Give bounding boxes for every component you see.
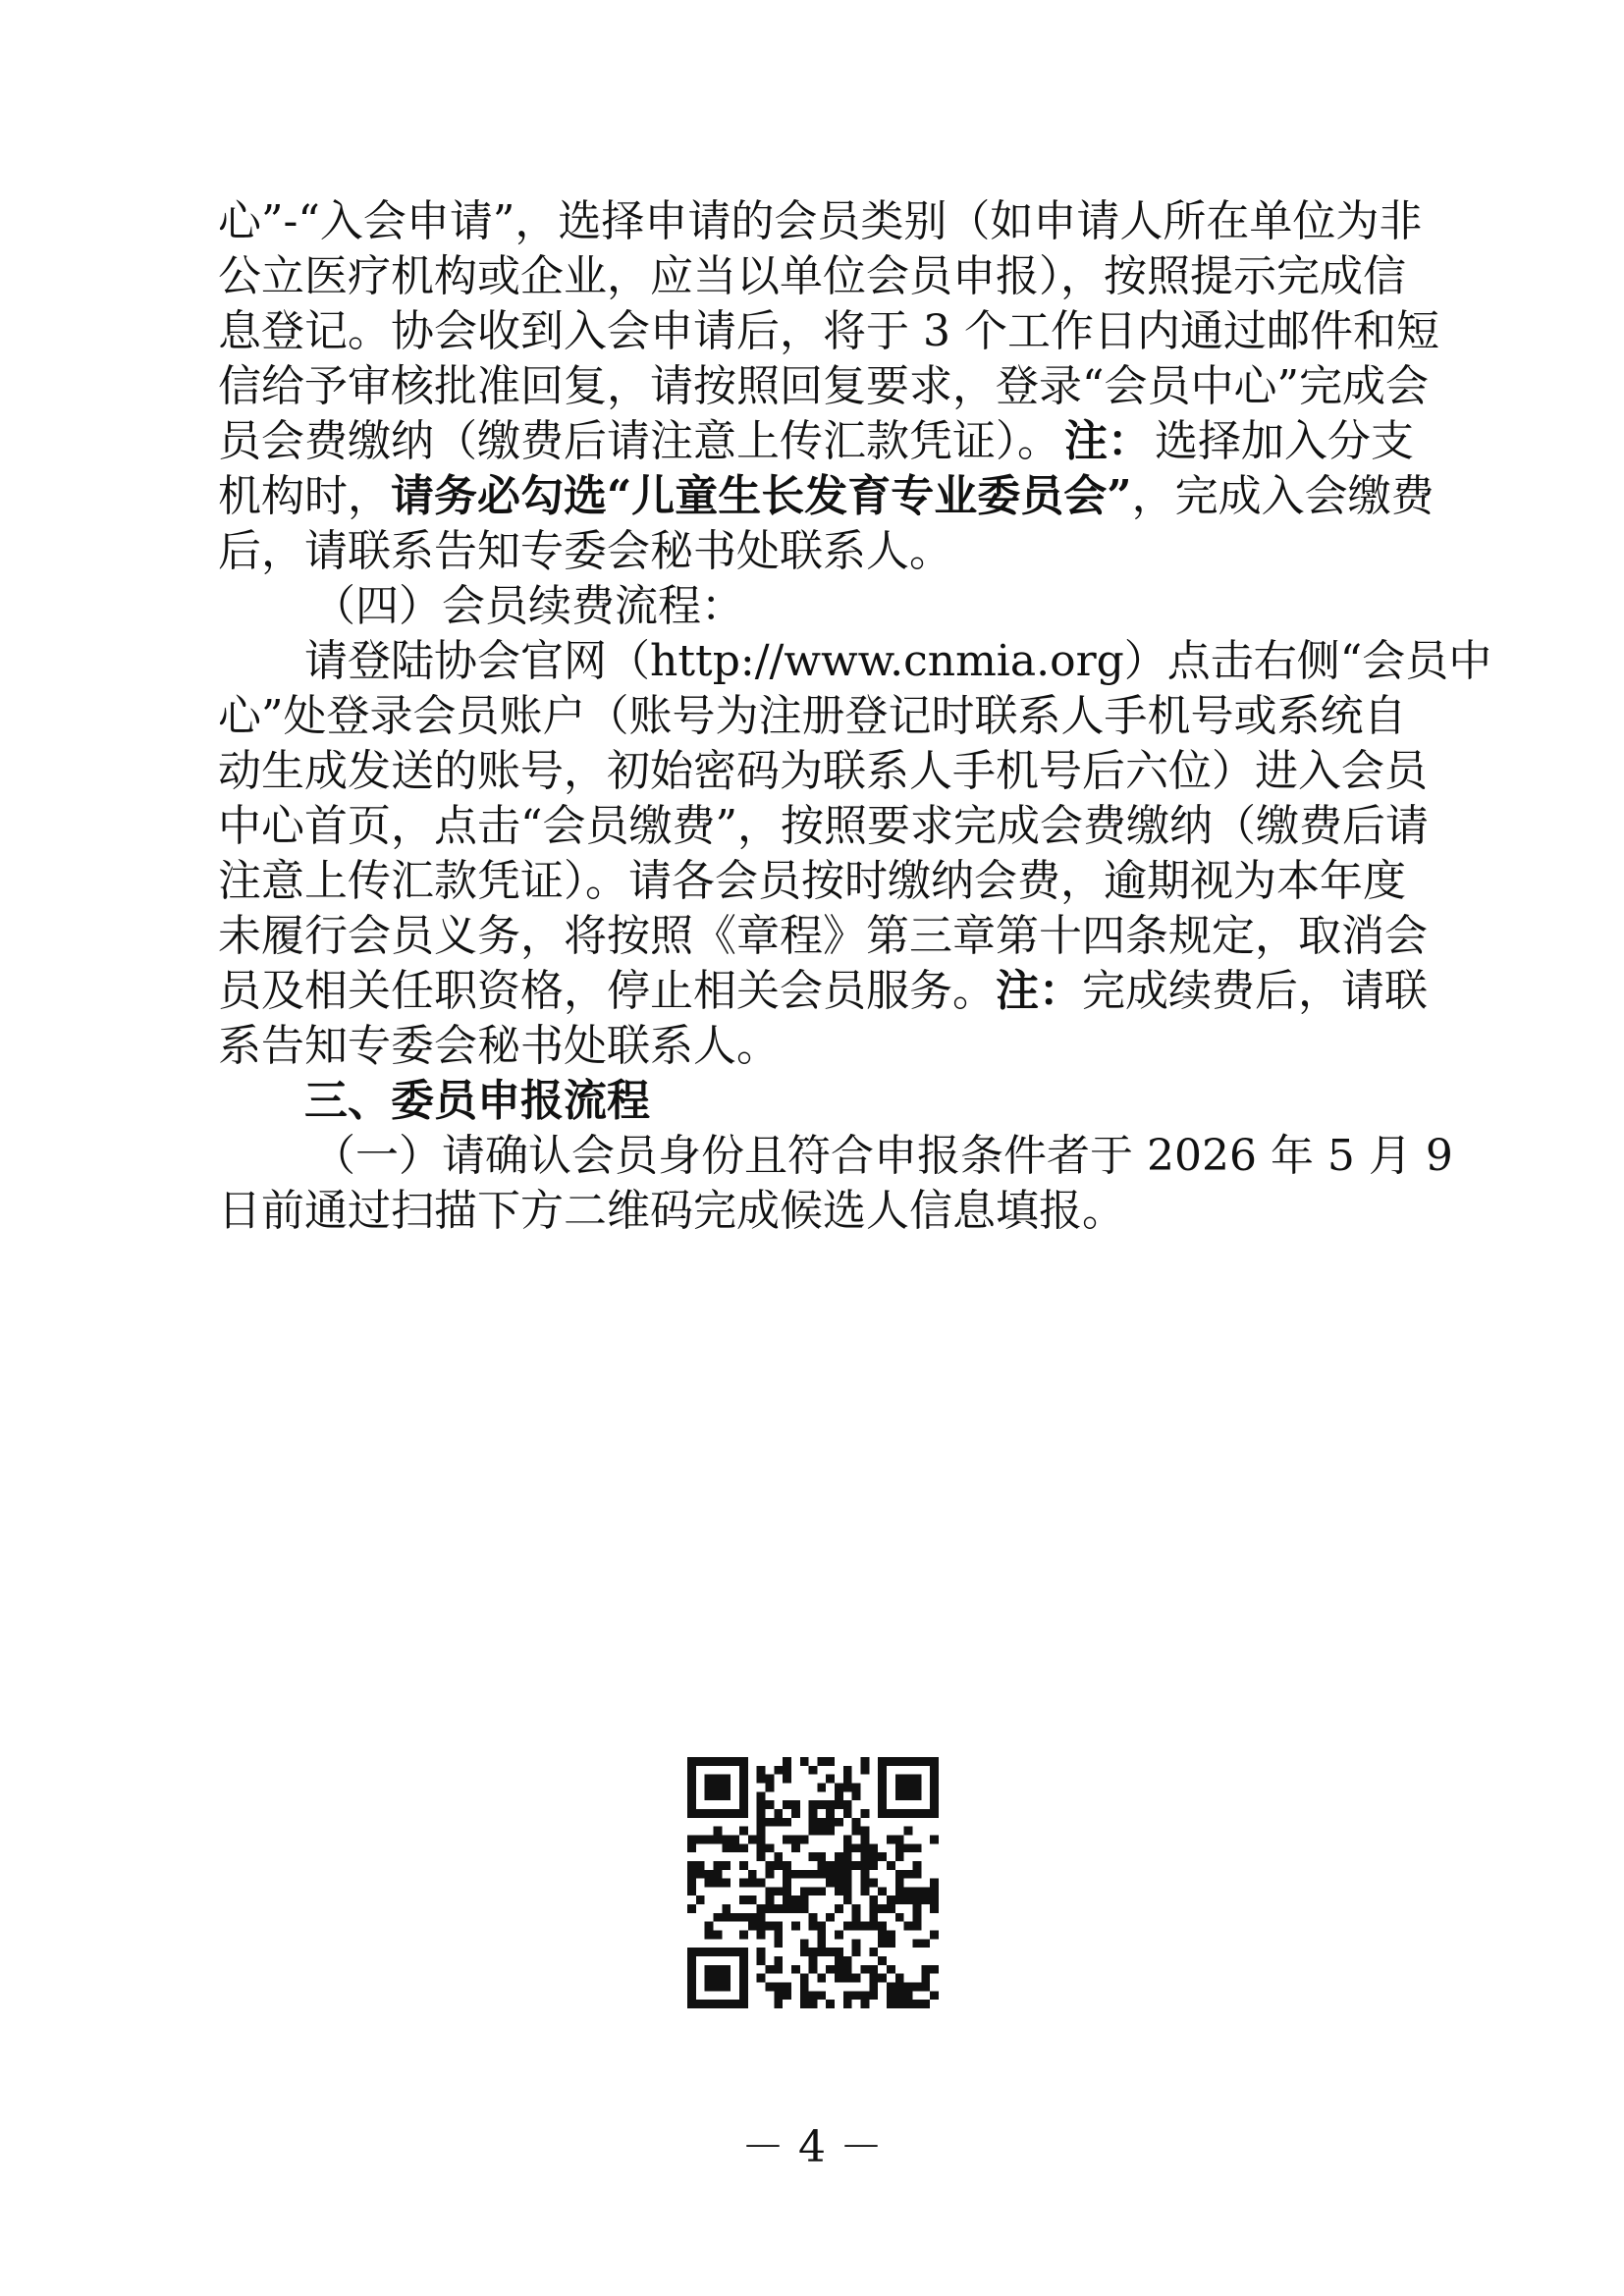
section-heading [304, 1070, 1414, 1133]
text: 后，请联系告知专委会秘书处联系人。 [218, 526, 952, 576]
body-text-line [218, 1180, 1414, 1243]
body-text-line [218, 795, 1429, 858]
section-heading-text: 三、委员申报流程 [304, 1076, 650, 1126]
note-label: 注： [996, 966, 1082, 1016]
text: 注意上传汇款凭证）。请各会员按时缴纳会费，逾期视为本年度 [218, 856, 1406, 906]
text: 日前通过扫描下方二维码完成候选人信息填报。 [218, 1186, 1125, 1236]
text: 息登记。协会收到入会申请后，将于 3 个工作日内通过邮件和短 [218, 306, 1439, 356]
emphasis-text: 请务必勾选“儿童生长发育专业委员会” [391, 471, 1132, 521]
body-text-line [218, 190, 1423, 253]
body-text-line [218, 960, 1428, 1023]
body-text-line [218, 740, 1428, 803]
body-text-line [218, 685, 1414, 748]
text: 机构时， [218, 471, 391, 521]
section-title [312, 575, 1414, 638]
section-title-text: （四）会员续费流程： [312, 581, 744, 631]
body-text-line [218, 300, 1439, 363]
body-text-line [304, 630, 1492, 693]
text: 公立医疗机构或企业，应当以单位会员申报），按照提示完成信 [218, 251, 1406, 301]
text: 心”-“入会申请”，选择申请的会员类别（如申请人所在单位为非 [218, 196, 1423, 246]
text: 信给予审核批准回复，请按照回复要求，登录“会员中心”完成会 [218, 361, 1429, 411]
page-number: － 4 － [741, 2122, 883, 2172]
body-text-line [218, 410, 1414, 473]
text: ，完成入会缴费 [1131, 471, 1435, 521]
note-label: 注： [1064, 416, 1151, 466]
body-text-line [218, 355, 1429, 418]
text: 未履行会员义务，将按照《章程》第三章第十四条规定，取消会 [218, 911, 1428, 961]
text: 请登陆协会官网（http://www.cnmia.org）点击右侧“会员中 [304, 636, 1492, 686]
body-text-line [218, 520, 1414, 583]
body-text-line [218, 245, 1414, 308]
body-text-line [218, 905, 1428, 968]
text: 员会费缴纳（缴费后请注意上传汇款凭证）。 [218, 416, 1060, 466]
text: （一）请确认会员身份且符合申报条件者于 2026 年 5 月 9 [312, 1131, 1453, 1181]
body-text-line [218, 1015, 1414, 1078]
body-text-line [218, 465, 1435, 528]
body-text-line [312, 1125, 1453, 1188]
qr-code-icon[interactable] [687, 1757, 939, 2008]
text: 选择加入分支 [1155, 416, 1414, 466]
text: 动生成发送的账号，初始密码为联系人手机号后六位）进入会员 [218, 746, 1428, 796]
text: 员及相关任职资格，停止相关会员服务。 [218, 966, 996, 1016]
body-text-line [218, 850, 1414, 913]
text: 心”处登录会员账户（账号为注册登记时联系人手机号或系统自 [218, 691, 1407, 741]
text: 系告知专委会秘书处联系人。 [218, 1021, 780, 1071]
text: 中心首页，点击“会员缴费”，按照要求完成会费缴纳（缴费后请 [218, 801, 1429, 851]
text: 完成续费后，请联 [1082, 966, 1428, 1016]
